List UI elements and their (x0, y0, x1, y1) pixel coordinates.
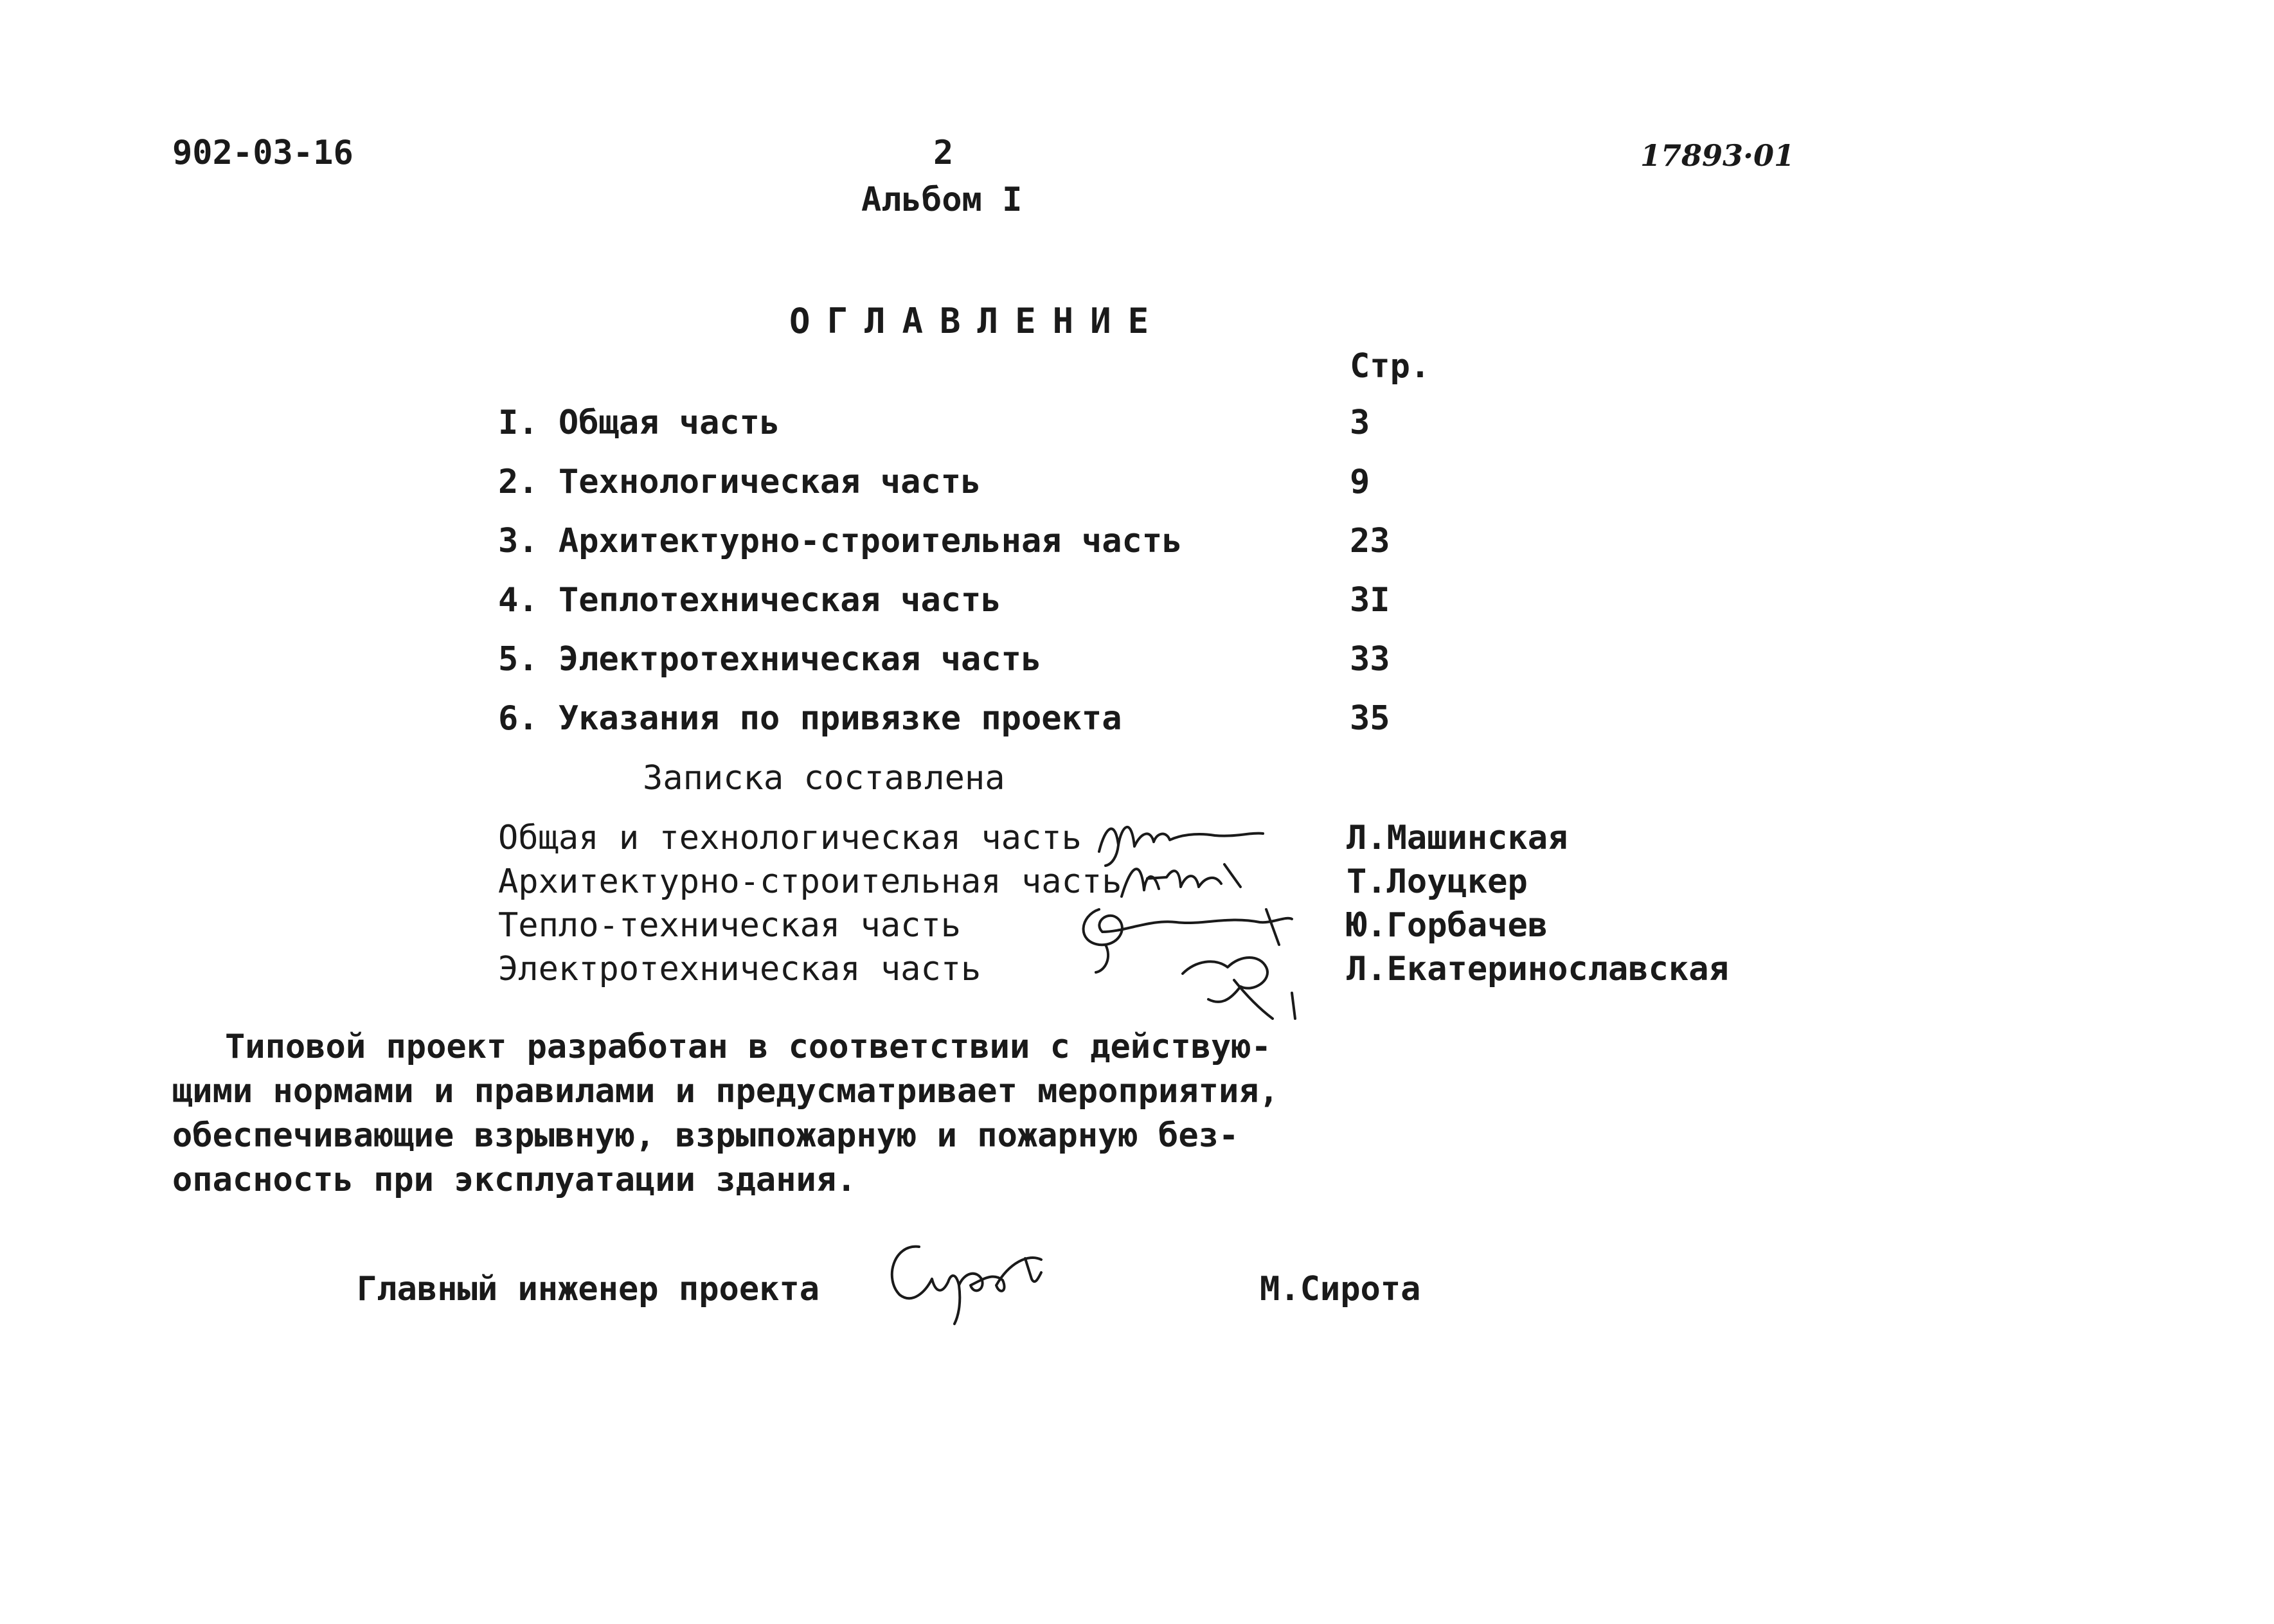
toc-item-label: 5. Электротехническая часть (498, 640, 1042, 679)
toc-item-page: 33 (1350, 640, 1390, 679)
author-name: Л.Екатеринославская (1347, 950, 1729, 988)
statement-line: Типовой проект разработан в соответствии с действую- (225, 1028, 1271, 1066)
author-section: Архитектурно-строительная часть (498, 862, 1122, 901)
document-code: 902-03-16 (172, 134, 354, 172)
page-number: 2 (933, 134, 954, 172)
toc-item-page: 3I (1350, 581, 1390, 620)
author-section: Тепло-техническая часть (498, 906, 962, 945)
toc-item-label: 4. Теплотехническая часть (498, 581, 1001, 620)
toc-item-page: 35 (1350, 699, 1390, 738)
album-label: Альбом I (861, 181, 1023, 219)
toc-page-column-label: Стр. (1350, 347, 1431, 386)
statement-line: обеспечивающие взрывную, взрыпожарную и пожарную без- (172, 1116, 1239, 1155)
signoff-role: Главный инженер проекта (357, 1270, 820, 1308)
signoff-name: М.Сирота (1260, 1270, 1421, 1308)
author-name: Ю.Горбачев (1347, 906, 1548, 945)
signature-ekaterinoslavskaya (1170, 935, 1311, 1025)
signature-sirota (881, 1234, 1099, 1324)
author-section: Электротехническая часть (498, 950, 981, 988)
toc-item-page: 23 (1350, 522, 1390, 560)
toc-item-label: 2. Технологическая часть (498, 463, 981, 501)
author-name: Л.Машинская (1347, 819, 1568, 857)
toc-item-label: I. Общая часть (498, 404, 780, 442)
authors-heading: Записка составлена (643, 759, 1005, 798)
statement-line: опасность при эксплуатации здания. (172, 1161, 857, 1199)
inventory-number: 17893·01 (1640, 138, 1795, 173)
statement-line: щими нормами и правилами и предусматривает мероприятия, (172, 1072, 1279, 1111)
author-section: Общая и технологическая часть (498, 819, 1082, 857)
toc-title: ОГЛАВЛЕНИЕ (789, 301, 1166, 341)
toc-item-page: 9 (1350, 463, 1370, 501)
toc-item-page: 3 (1350, 404, 1370, 442)
author-name: Т.Лоуцкер (1347, 862, 1528, 901)
toc-item-label: 6. Указания по привязке проекта (498, 699, 1122, 738)
toc-item-label: 3. Архитектурно-строительная часть (498, 522, 1183, 560)
